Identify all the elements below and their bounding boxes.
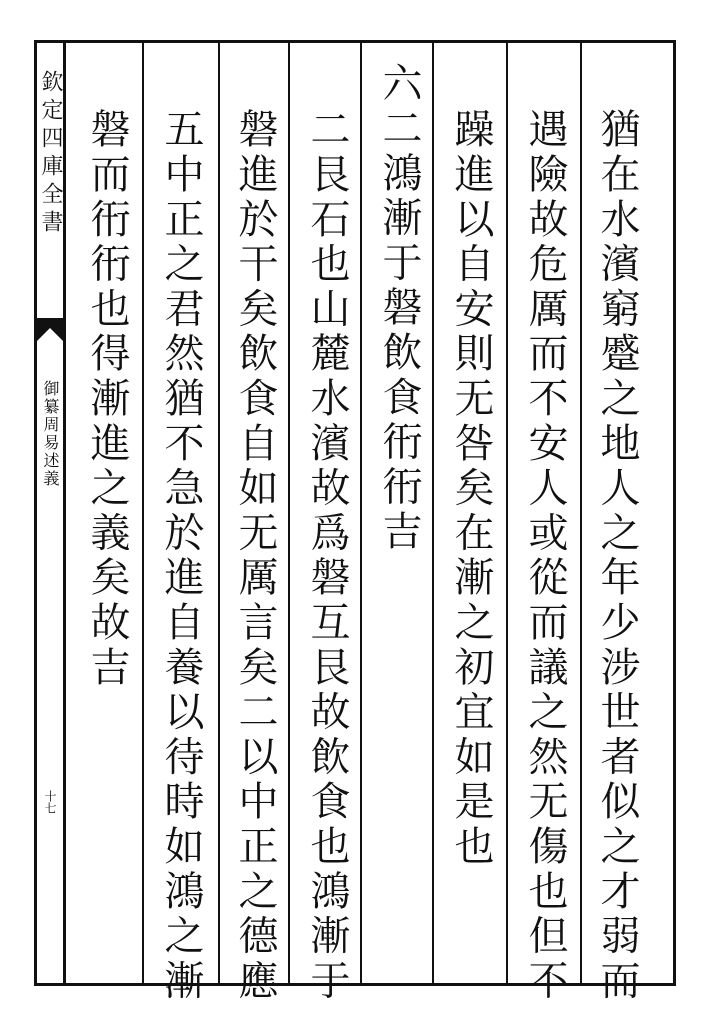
column-rule bbox=[218, 40, 220, 986]
page-number: 十七 bbox=[43, 790, 57, 814]
text-column-2: 遇險故危厲而不安人或從而議之然无傷也但不 bbox=[522, 108, 568, 1004]
text-column-6: 磐進於干矣飲食自如无厲言矣二以中正之德應 bbox=[232, 108, 278, 1004]
text-column-1: 猶在水濱窮蹙之地人之年少涉世者似之才弱而 bbox=[594, 108, 640, 1004]
book-title: 欽定四庫全書 bbox=[38, 70, 63, 238]
column-rule bbox=[580, 40, 582, 986]
column-rule bbox=[142, 40, 144, 986]
column-rule bbox=[360, 40, 362, 986]
text-column-5: 二艮石也山麓水濱故爲磐互艮故飲食也鴻漸于 bbox=[304, 108, 350, 1004]
column-rule bbox=[506, 40, 508, 986]
text-column-3: 躁進以自安則无咎矣在漸之初宜如是也 bbox=[448, 108, 494, 870]
text-column-7: 五中正之君然猶不急於進自養以待時如鴻之漸 bbox=[158, 108, 204, 1004]
section-title: 御纂周易述義 bbox=[41, 380, 60, 488]
column-rule bbox=[288, 40, 290, 986]
text-column-4: 六二鴻漸于磐飲食衎衎吉 bbox=[376, 62, 422, 555]
column-rule bbox=[432, 40, 434, 986]
fishtail-mark bbox=[34, 318, 66, 348]
text-column-8: 磐而衎衎也得漸進之義矣故吉 bbox=[84, 108, 130, 691]
